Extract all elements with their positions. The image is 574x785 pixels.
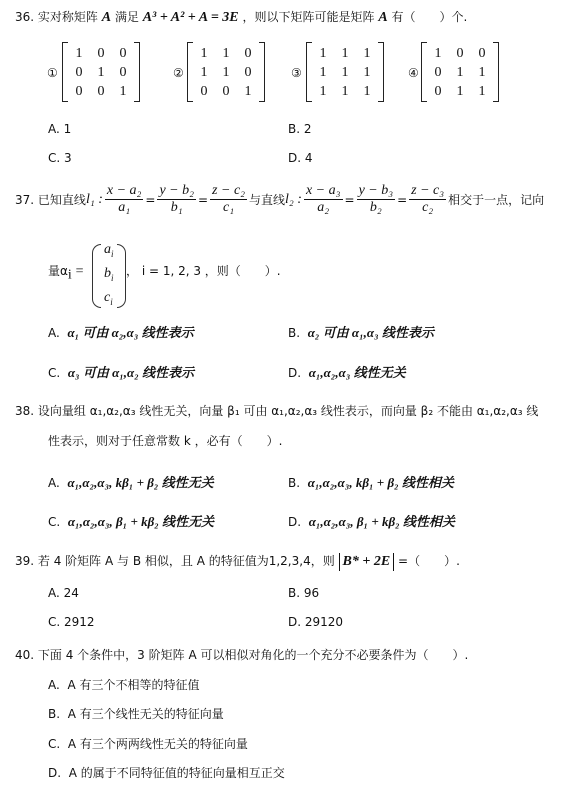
option-b[interactable]: B. 2 <box>288 122 312 136</box>
matrix-entry: 1 <box>434 45 442 61</box>
option-b[interactable]: B. A 有三个线性无关的特征向量 <box>48 707 224 721</box>
matrix-entry: 0 <box>97 45 105 61</box>
matrix-entry: 1 <box>200 64 208 80</box>
matrix-entry: 1 <box>478 83 486 99</box>
question-39-stem <box>15 552 460 571</box>
question-38-stem-line2: 性表示，则对于任意常数 k ，必有（ ）. <box>48 434 283 448</box>
fraction <box>409 183 446 216</box>
option-a[interactable]: A. A 有三个不相等的特征值 <box>48 678 200 692</box>
subscript: i <box>67 267 72 283</box>
denominator: a₁ <box>118 200 131 215</box>
vector-entry-b: $b_i$ <box>104 265 114 283</box>
matrix-entry: 0 <box>434 64 442 80</box>
matrix-symbol: A <box>101 10 112 25</box>
equals-sign: = <box>75 264 84 279</box>
matrix-entry: 1 <box>119 83 127 99</box>
matrix-entry: 1 <box>75 45 83 61</box>
numerator: z − c₃ <box>411 183 445 198</box>
numerator: x − a₂ <box>106 183 142 198</box>
option-b[interactable]: B. α₂ 可由 α₁,α₃ 线性表示 <box>288 325 434 340</box>
vector-definition-label <box>48 262 84 283</box>
matrix-entry: 0 <box>200 83 208 99</box>
stem-text: =（ ）. <box>398 554 460 568</box>
option-d[interactable]: D. 29120 <box>288 615 344 629</box>
option-a[interactable]: A. 1 <box>48 122 72 136</box>
stem-text: 相交于一点，记向 <box>448 193 545 207</box>
matrix-entry: 1 <box>341 83 349 99</box>
matrix-entry: 1 <box>244 83 252 99</box>
fraction <box>357 183 396 216</box>
denominator: c₂ <box>422 200 434 215</box>
denominator: b₂ <box>369 200 382 215</box>
stem-text: 满足 <box>114 10 139 24</box>
matrix-label-2: ② <box>173 66 184 80</box>
denominator: b₁ <box>170 200 183 215</box>
stem-text: 与直线 <box>249 193 286 207</box>
stem-text: 有（ ）个. <box>391 10 468 24</box>
stem-text: ，则以下矩阵可能是矩阵 <box>242 10 375 24</box>
fraction <box>210 183 247 216</box>
numerator: x − a₃ <box>305 183 341 198</box>
option-d[interactable]: D. α₁,α₂,α₃ 线性无关 <box>288 365 406 380</box>
matrix-entry: 1 <box>319 64 327 80</box>
matrix-entry: 0 <box>478 45 486 61</box>
denominator: c₁ <box>222 200 235 215</box>
line-1-label: l₁ : <box>85 191 103 207</box>
question-number: 37. <box>15 192 35 207</box>
vector-alpha-i <box>92 240 126 311</box>
matrix-entry: 0 <box>222 83 230 99</box>
fraction <box>157 183 196 216</box>
question-36-stem <box>15 8 467 27</box>
option-c[interactable]: C. 2912 <box>48 615 95 629</box>
option-c[interactable]: C. α₁,α₂,α₃, β₁ + kβ₂ 线性无关 <box>48 514 215 529</box>
matrix-entry: 0 <box>434 83 442 99</box>
option-b[interactable]: B. α₁,α₂,α₃, kβ₁ + β₂ 线性相关 <box>288 475 454 490</box>
matrix-entry: 0 <box>244 64 252 80</box>
matrix-4 <box>421 42 499 102</box>
option-a[interactable]: A. 24 <box>48 586 79 600</box>
matrix-entry: 0 <box>119 45 127 61</box>
option-d[interactable]: D. α₁,α₂,α₃, β₁ + kβ₂ 线性相关 <box>288 514 455 529</box>
matrix-3 <box>306 42 384 102</box>
matrix-entry: 0 <box>456 45 464 61</box>
numerator: y − b₂ <box>159 183 194 198</box>
matrix-entry: 1 <box>319 83 327 99</box>
option-a[interactable]: A. α₁,α₂,α₃, kβ₁ + β₂ 线性无关 <box>48 475 214 490</box>
question-37-stem: 37. 已知直线 l₁ : $\frac{\text{x − a₂}}{\text{a₁}}$ = $\frac{\text{y − b₂}}{\text{b₁}}$ = $\frac{\text{z − c₂}}{\text{c₁}}$ 与直线 l₂ : $\frac{\text{x − a₃}}{\text{a₂}}$ = $\frac{\text{y − b₃}}{\text{b₂}}$ = $\frac{\text{z − c₃}}{\text{c₂}}$ 相交于一点，记向 <box>15 183 545 215</box>
stem-text: 已知直线 <box>37 193 86 207</box>
stem-text: ， i = 1, 2, 3 ，则（ ）. <box>126 264 281 278</box>
line-2-label: l₂ : <box>285 191 302 207</box>
matrix-label-4: ④ <box>408 66 419 80</box>
numerator: z − c₂ <box>212 183 246 198</box>
question-number: 39. <box>15 554 35 568</box>
stem-text: 实对称矩阵 <box>37 10 98 24</box>
matrix-entry: 1 <box>456 64 464 80</box>
numerator: y − b₃ <box>358 183 394 198</box>
fraction <box>304 183 343 216</box>
option-b[interactable]: B. 96 <box>288 586 320 600</box>
determinant: B* + 2E <box>339 553 395 571</box>
matrix-entry: 1 <box>97 64 105 80</box>
matrix-entry: 0 <box>244 45 252 61</box>
matrix-label-1: ① <box>47 66 58 80</box>
matrix-entry: 1 <box>363 45 371 61</box>
matrix-entry: 1 <box>341 64 349 80</box>
matrix-entry: 0 <box>97 83 105 99</box>
fraction <box>105 183 144 216</box>
vector-entry-c: $c_i$ <box>104 289 113 307</box>
question-38-stem <box>15 402 538 419</box>
stem-text: 若 4 阶矩阵 A 与 B 相似，且 A 的特征值为1,2,3,4，则 <box>37 554 335 568</box>
option-d[interactable]: D. A 的属于不同特征值的特征向量相互正交 <box>48 766 285 780</box>
option-c[interactable]: C. A 有三个两两线性无关的特征向量 <box>48 737 248 751</box>
option-c[interactable]: C. α₃ 可由 α₁,α₂ 线性表示 <box>48 365 195 380</box>
matrix-entry: 1 <box>363 83 371 99</box>
question-number: 40. <box>15 648 35 662</box>
matrix-entry: 1 <box>341 45 349 61</box>
denominator: a₂ <box>317 200 330 215</box>
matrix-entry: 1 <box>456 83 464 99</box>
option-d[interactable]: D. 4 <box>288 151 313 165</box>
matrix-entry: 0 <box>119 64 127 80</box>
question-number: 38. <box>15 404 35 418</box>
stem-text: 下面 4 个条件中，3 阶矩阵 A 可以相似对角化的一个充分不必要条件为（ ）. <box>37 648 469 662</box>
matrix-entry: 1 <box>319 45 327 61</box>
option-c[interactable]: C. 3 <box>48 151 72 165</box>
option-a[interactable]: A. α₁ 可由 α₂,α₃ 线性表示 <box>48 325 194 340</box>
matrix-entry: 1 <box>363 64 371 80</box>
matrix-entry: 1 <box>222 45 230 61</box>
matrix-entry: 1 <box>222 64 230 80</box>
matrix-entry: 1 <box>200 45 208 61</box>
equation: A³ + A² + A = 3E <box>142 10 239 25</box>
matrix-label-3: ③ <box>291 66 302 80</box>
matrix-2 <box>187 42 265 102</box>
matrix-entry: 0 <box>75 83 83 99</box>
stem-text: 量α <box>48 264 68 278</box>
matrix-1 <box>62 42 140 102</box>
question-number: 36. <box>15 10 35 24</box>
matrix-symbol: A <box>378 10 388 25</box>
question-40-stem <box>15 646 468 663</box>
matrix-entry: 0 <box>75 64 83 80</box>
matrix-entry: 1 <box>478 64 486 80</box>
vector-entry-a: $a_i$ <box>104 242 114 259</box>
stem-text: 设向量组 α₁,α₂,α₃ 线性无关，向量 β₁ 可由 α₁,α₂,α₃ 线性表示，而向量 β₂ 不能由 α₁,α₂,α₃ 线 <box>37 404 539 418</box>
